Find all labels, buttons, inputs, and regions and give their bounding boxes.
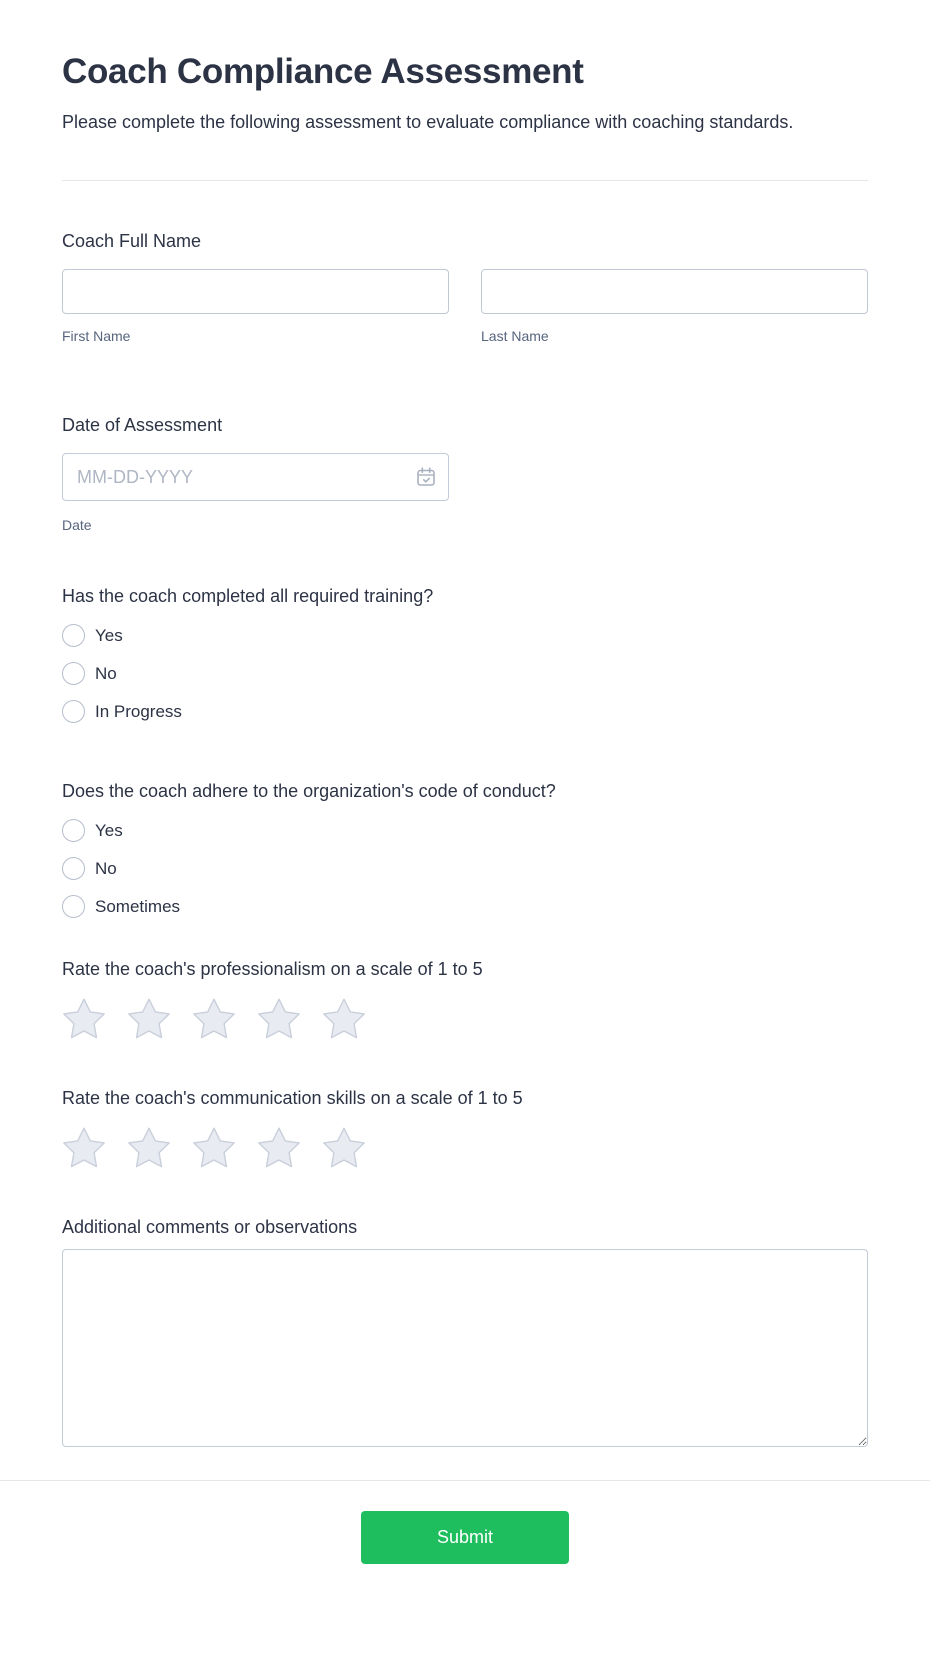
form-title: Coach Compliance Assessment [62,52,584,91]
star-icon[interactable] [257,997,301,1039]
training-option-no-label: No [95,664,117,683]
star-icon[interactable] [322,997,366,1039]
field-date-of-assessment [62,413,868,534]
radio-button-icon[interactable] [62,624,85,647]
last-name-sublabel: Last Name [481,328,549,344]
field-comments [62,1215,868,1447]
first-name-col [62,269,449,345]
radio-button-icon[interactable] [62,700,85,723]
training-option-in-progress[interactable] [62,700,868,723]
form-header [0,0,930,181]
footer-divider [0,1480,930,1481]
star-icon[interactable] [322,1126,366,1168]
last-name-input[interactable] [481,269,868,314]
date-sublabel: Date [62,517,92,533]
star-icon[interactable] [62,1126,106,1168]
field-conduct-question [62,779,868,918]
conduct-option-yes-label: Yes [95,821,123,840]
submit-row [0,1511,930,1626]
radio-button-icon[interactable] [62,857,85,880]
last-name-col [481,269,868,345]
radio-button-icon[interactable] [62,895,85,918]
date-of-assessment-label: Date of Assessment [62,415,223,435]
conduct-option-no-label: No [95,859,117,878]
star-icon[interactable] [192,1126,236,1168]
training-option-yes-label: Yes [95,626,123,645]
star-icon[interactable] [127,1126,171,1168]
comments-textarea[interactable] [62,1249,868,1447]
date-input[interactable] [62,453,449,501]
form-subtitle: Please complete the following assessment to evaluate compliance with coaching standards. [62,112,794,132]
coach-full-name-label: Coach Full Name [62,231,202,251]
name-inputs-row [62,269,868,345]
first-name-sublabel: First Name [62,328,131,344]
header-divider [62,180,868,181]
communication-stars [62,1126,868,1168]
comments-label: Additional comments or observations [62,1217,358,1237]
conduct-option-yes[interactable] [62,819,868,842]
radio-button-icon[interactable] [62,662,85,685]
field-coach-full-name [62,229,868,345]
date-input-wrap [62,453,449,501]
star-icon[interactable] [127,997,171,1039]
conduct-options [62,819,868,918]
conduct-question-label: Does the coach adhere to the organization's code of conduct? [62,781,556,801]
professionalism-rating-label: Rate the coach's professionalism on a scale of 1 to 5 [62,959,483,979]
field-professionalism-rating [62,957,868,1039]
calendar-check-icon [415,466,437,488]
training-option-in-progress-label: In Progress [95,702,182,721]
submit-button[interactable]: Submit [361,1511,569,1564]
star-icon[interactable] [257,1126,301,1168]
field-communication-rating [62,1086,868,1168]
professionalism-stars [62,997,868,1039]
conduct-option-sometimes-label: Sometimes [95,897,181,916]
star-icon[interactable] [192,997,236,1039]
form-body [0,229,930,1447]
first-name-input[interactable] [62,269,449,314]
calendar-picker-button[interactable] [415,466,437,488]
communication-rating-label: Rate the coach's communication skills on a scale of 1 to 5 [62,1088,523,1108]
radio-button-icon[interactable] [62,819,85,842]
field-training-question [62,584,868,723]
star-icon[interactable] [62,997,106,1039]
training-option-yes[interactable] [62,624,868,647]
conduct-option-no[interactable] [62,857,868,880]
training-options [62,624,868,723]
training-question-label: Has the coach completed all required training? [62,586,434,606]
conduct-option-sometimes[interactable] [62,895,868,918]
training-option-no[interactable] [62,662,868,685]
